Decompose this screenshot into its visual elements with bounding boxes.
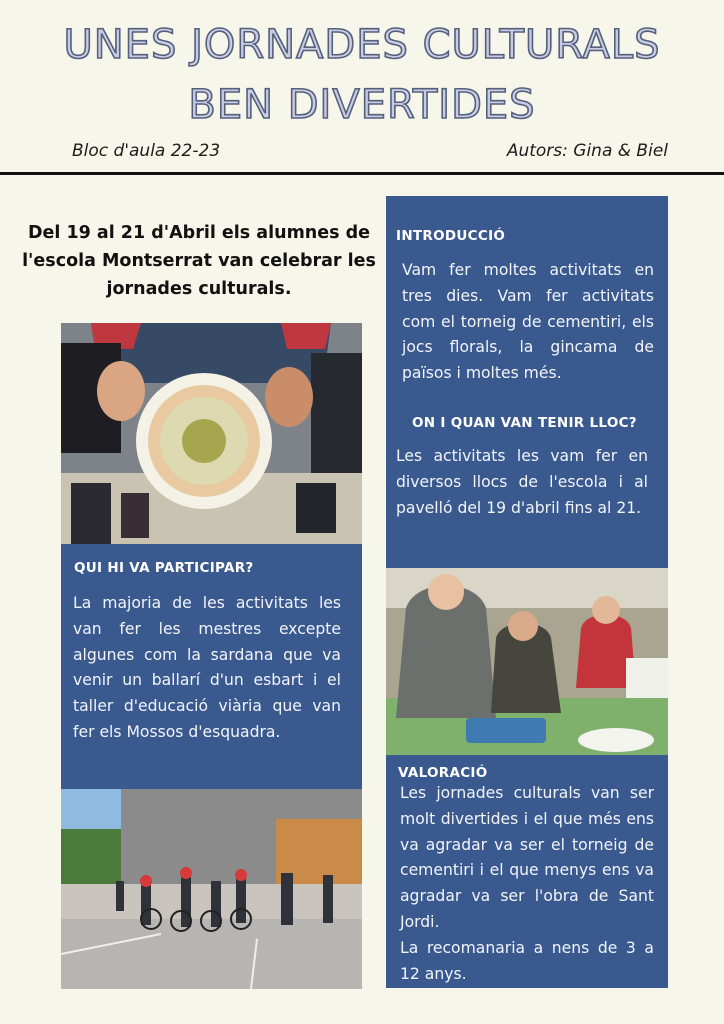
photo-children-cooking (386, 568, 668, 755)
valoracio-heading: VALORACIÓ (398, 765, 488, 781)
page-title-line-2: BEN DIVERTIDES (188, 82, 536, 128)
lead-paragraph: Del 19 al 21 d'Abril els alumnes de l'escola Montserrat van celebrar les jornades culturals. (22, 223, 376, 299)
on-quan-text: Les activitats les vam fer en diversos llocs de l'escola i al pavelló del 19 d'abril fins al 21. (396, 447, 648, 517)
bloc-label: Bloc d'aula 22-23 (72, 141, 221, 161)
page-title-line-1: UNES JORNADES CULTURALS (63, 22, 661, 68)
valoracio-panel (386, 755, 668, 988)
intro-panel (386, 196, 668, 568)
intro-heading: INTRODUCCIÓ (396, 228, 506, 244)
on-quan-heading: ON I QUAN VAN TENIR LLOC? (412, 415, 637, 431)
valoracio-recommendation: La recomanaria a nens de 3 a 12 anys. (400, 939, 654, 983)
qui-heading: QUI HI VA PARTICIPAR? (74, 560, 254, 576)
authors-label: Autors: Gina & Biel (506, 141, 668, 161)
photo-food-dish (61, 323, 362, 544)
intro-text: Vam fer moltes activitats en tres dies. Vam fer activitats com el torneig de cementiri, els jocs florals, la gincama de països i moltes més. (402, 261, 654, 383)
qui-text: La majoria de les activitats les van fer les mestres excepte algunes com la sardana que va venir un ballarí d'un esbart i el taller d'educació viària que van fer els Mossos d'esquadra. (73, 594, 341, 741)
qui-panel (61, 544, 362, 789)
photo-bike-workshop (61, 789, 362, 989)
valoracio-text: Les jornades culturals van ser molt divertides i el que més ens va agradar va ser el torneig de cementiri i el que menys ens va agradar va ser l'obra de Sant Jordi. (400, 784, 654, 931)
header-divider (0, 172, 724, 175)
